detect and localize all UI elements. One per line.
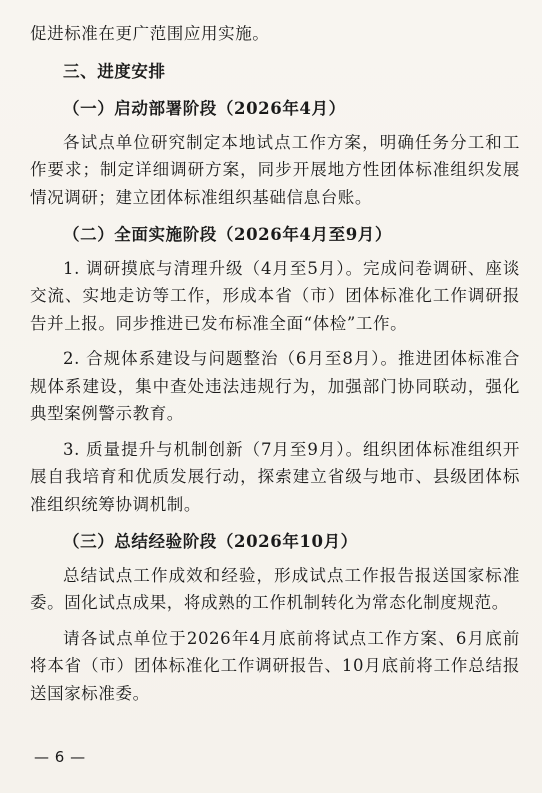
phase3-body: 总结试点工作成效和经验，形成试点工作报告报送国家标准委。固化试点成果，将成熟的工作机制转化为常态化制度规范。 <box>30 565 520 612</box>
closing-paragraph: 请各试点单位于2026年4月底前将试点工作方案、6月底前将本省（市）团体标准化工作调研报告、10月底前将工作总结报送国家标准委。 <box>30 628 520 703</box>
phase2-item-2: 2. 合规体系建设与问题整治（6月至8月）。推进团体标准合规体系建设，集中查处违法违规行为，加强部门协同联动，强化典型案例警示教育。 <box>30 349 520 423</box>
document-body <box>30 20 520 715</box>
phase2-item-3: 3. 质量提升与机制创新（7月至9月）。组织团体标准组织开展自我培育和优质发展行动，探索建立省级与地市、县级团体标准组织统筹协调机制。 <box>30 439 520 514</box>
phase2-title: （二）全面实施阶段（2026年4月至9月） <box>63 225 392 244</box>
phase3-title: （三）总结经验阶段（2026年10月） <box>63 532 358 551</box>
phase2-item-1: 1. 调研摸底与清理升级（4月至5月）。完成问卷调研、座谈交流、实地走访等工作，形成本省（市）团体标准化工作调研报告并上报。同步推进已发布标准全面“体检”工作。 <box>30 258 520 333</box>
phase1-body: 各试点单位研究制定本地试点工作方案，明确任务分工和工作要求；制定详细调研方案，同步开展地方性团体标准组织发展情况调研；建立团体标准组织基础信息台账。 <box>30 132 520 207</box>
page-number: — 6 — <box>34 748 86 766</box>
opening-line: 促进标准在更广范围应用实施。 <box>30 24 270 43</box>
phase1-title: （一）启动部署阶段（2026年4月） <box>63 99 346 118</box>
section-title: 三、进度安排 <box>63 61 166 81</box>
